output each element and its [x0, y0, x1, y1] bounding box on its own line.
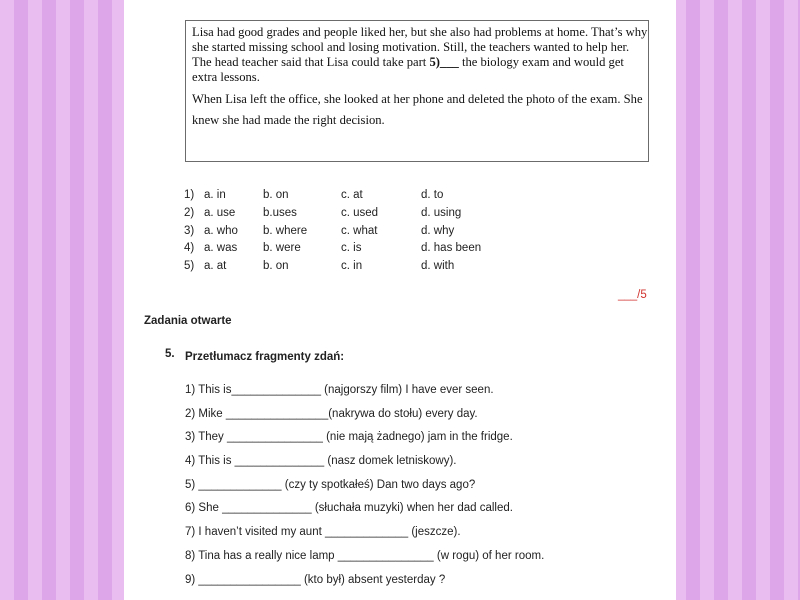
- option-b: b. on: [263, 189, 289, 201]
- option-c: c. what: [341, 224, 378, 237]
- options-row-1: [184, 189, 504, 207]
- sentence-2: 2) Mike ________________(nakrywa do stołu) every day.: [185, 407, 478, 420]
- option-b: b. on: [263, 260, 289, 273]
- option-number: 3): [184, 224, 195, 237]
- option-a: a. at: [204, 260, 227, 273]
- gap-5-marker: 5)___: [429, 55, 459, 69]
- reading-paragraph-1: [192, 25, 648, 85]
- options-row-5: [184, 260, 504, 278]
- translation-sentences: [185, 384, 544, 597]
- option-c: c. is: [341, 242, 362, 255]
- options-row-4: [184, 242, 504, 260]
- worksheet-page: [124, 0, 676, 600]
- sentence-6: 6) She ______________ (słuchała muzyki) when her dad called.: [185, 502, 513, 515]
- section-title: Zadania otwarte: [144, 315, 232, 327]
- option-c: c. used: [341, 206, 379, 219]
- option-b: b. were: [263, 242, 301, 255]
- sentence-9: 9) ________________ (kto był) absent yesterday ?: [185, 573, 446, 586]
- option-d: d. with: [421, 260, 455, 273]
- option-a: a. use: [204, 206, 236, 219]
- option-number: 4): [184, 242, 195, 255]
- task-number: 5.: [165, 348, 175, 360]
- option-a: a. was: [204, 242, 238, 255]
- score-field: ___/5: [618, 289, 647, 301]
- option-number: 1): [184, 189, 195, 201]
- task-title: Przetłumacz fragmenty zdań:: [185, 351, 345, 363]
- sentence-3: 3) They _______________ (nie mają żadnego) jam in the fridge.: [185, 431, 513, 444]
- option-a: a. in: [204, 189, 226, 201]
- option-d: d. why: [421, 224, 455, 237]
- option-a: a. who: [204, 224, 238, 237]
- option-b: b.uses: [263, 206, 297, 219]
- option-d: d. using: [421, 206, 462, 219]
- sentence-4: 4) This is ______________ (nasz domek letniskowy).: [185, 455, 457, 468]
- option-number: 2): [184, 206, 195, 219]
- sentence-8: 8) Tina has a really nice lamp _______________ (w rogu) of her room.: [185, 549, 545, 562]
- paragraph1-text-start: Lisa had good grades and people liked her, but she also had problems at home. That’s why she started missing school and losing motivation. Still, the teachers wanted to help her. The head teacher said that Lisa could take part: [192, 25, 648, 69]
- reading-paragraph-2: When Lisa left the office, she looked at her phone and deleted the photo of the exam. She knew she had made the right decision.: [192, 92, 643, 127]
- reading-text-box: [185, 20, 649, 162]
- sentence-5: 5) _____________ (czy ty spotkałeś) Dan two days ago?: [185, 478, 476, 491]
- option-c: c. in: [341, 260, 363, 273]
- sentence-7: 7) I haven’t visited my aunt _____________ (jeszcze).: [185, 526, 461, 539]
- paragraph1-text-end: the biology exam and would get extra lessons.: [192, 55, 624, 84]
- options-row-2: [184, 207, 504, 225]
- sentence-1: 1) This is______________ (najgorszy film) I have ever seen.: [185, 384, 494, 396]
- answer-options-list: [184, 189, 504, 278]
- option-b: b. where: [263, 224, 308, 237]
- option-c: c. at: [341, 189, 363, 201]
- option-d: d. to: [421, 189, 444, 201]
- option-number: 5): [184, 260, 195, 273]
- option-d: d. has been: [421, 242, 482, 255]
- options-row-3: [184, 225, 504, 243]
